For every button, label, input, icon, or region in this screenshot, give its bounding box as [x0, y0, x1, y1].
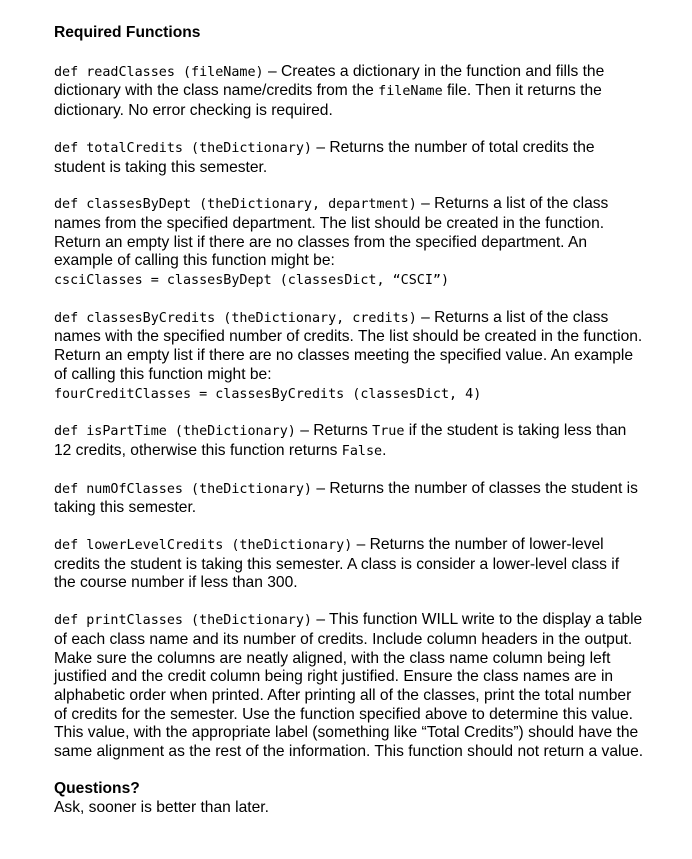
function-signature: def printClasses (theDictionary): [54, 613, 312, 629]
function-print-classes: [54, 611, 644, 762]
function-description: – Creates a dictionary in the function and fills the dictionary with the class name/credits from the: [54, 62, 605, 100]
function-signature: def lowerLevelCredits (theDictionary): [54, 538, 353, 554]
function-is-part-time: [54, 422, 644, 461]
function-description: – Returns the number of classes the student is taking this semester.: [54, 479, 638, 517]
function-signature: def readClasses (fileName): [54, 64, 264, 80]
function-description: – Returns a list of the class names with the specified number of credits. The list should be created in the function. Return an empty list if there are no classes meeting the specified value. An example of calling this function might be:: [54, 308, 643, 383]
section-heading: Required Functions: [54, 24, 201, 41]
function-signature: def isPartTime (theDictionary): [54, 424, 296, 440]
function-description-cont: if the student is taking less than 12 credits, otherwise this function returns: [54, 422, 627, 459]
function-description-end: .: [382, 441, 387, 459]
function-description: – This function WILL write to the display a table of each class name and its number of credits. Include column headers in the output. Make sure the columns are neatly aligned, with the class name column being left justified and the credit column being right justified. Ensure the class names are in alphabetic order when printed. After printing all of the classes, print the total number of credits for the semester. Use the function specified above to determine this value. This value, with the appropriate label (something like “Total Credits”) should have the same alignment as the rest of the information. This function should not return a value.: [54, 611, 644, 761]
function-signature: def totalCredits (theDictionary): [54, 140, 312, 156]
function-read-classes: [54, 63, 644, 121]
function-classes-by-dept: [54, 195, 644, 291]
function-description: – Returns a list of the class names from the specified department. The list should be created in the function. Return an empty list if there are no classes from the specified department. An example of calling this function might be:: [54, 195, 609, 270]
code-example: csciClasses = classesByDept (classesDict, “CSCI”): [54, 273, 450, 289]
inline-code: False: [341, 443, 383, 459]
function-total-credits: [54, 139, 644, 177]
function-description: – Returns the number of total credits the student is taking this semester.: [54, 138, 595, 176]
inline-code: True: [372, 424, 405, 440]
function-description: – Returns the number of lower-level credits the student is taking this semester. A class is consider a lower-level class if the course number if less than 300.: [54, 536, 620, 592]
function-signature: def classesByCredits (theDictionary, credits): [54, 310, 417, 326]
inline-code: fileName: [378, 84, 443, 100]
code-example: fourCreditClasses = classesByCredits (classesDict, 4): [54, 386, 482, 402]
function-description-cont: file. Then it returns the dictionary. No error checking is required.: [54, 82, 602, 120]
function-classes-by-credits: [54, 309, 644, 405]
function-signature: def classesByDept (theDictionary, department): [54, 197, 417, 213]
function-signature: def numOfClasses (theDictionary): [54, 481, 312, 497]
questions-heading: Questions?: [54, 779, 140, 797]
function-lower-level-credits: [54, 536, 644, 593]
document-page: [54, 24, 644, 817]
function-description: – Returns: [295, 422, 373, 440]
function-num-of-classes: [54, 480, 644, 518]
questions-text: Ask, sooner is better than later.: [54, 798, 269, 816]
